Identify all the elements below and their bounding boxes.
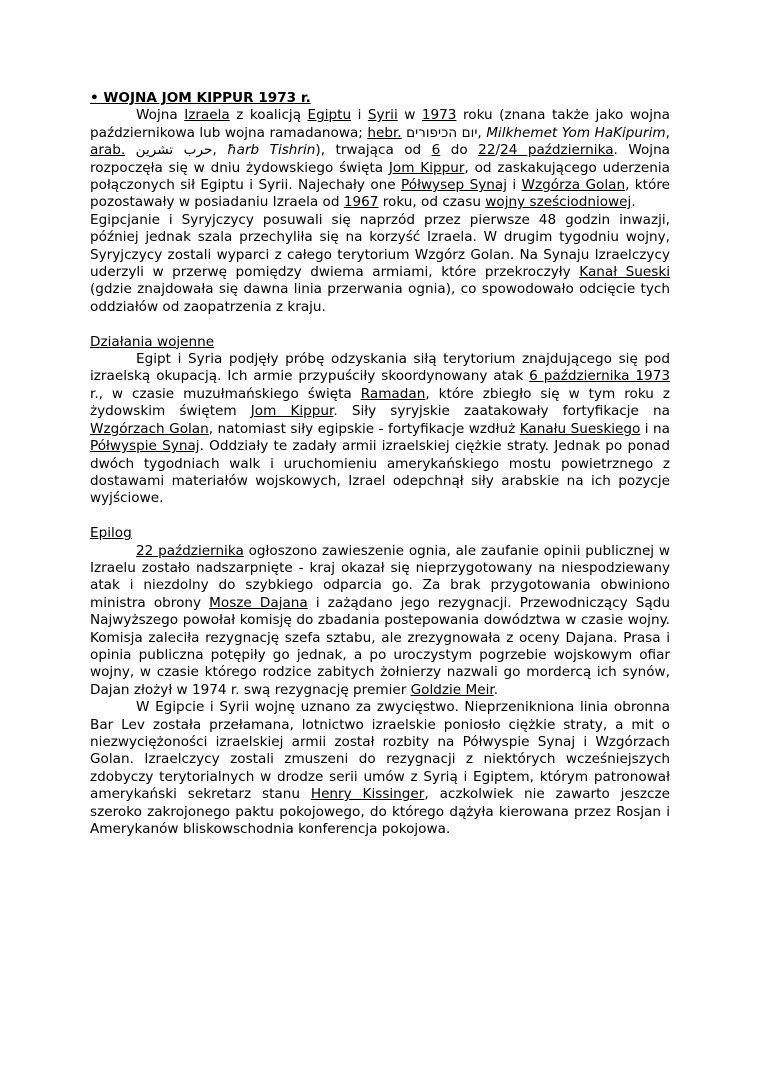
link-arab[interactable]: arab. — [90, 142, 126, 159]
text: i — [506, 177, 522, 194]
text: w — [397, 107, 422, 124]
link-polwysep-synaj[interactable]: Półwysep Synaj — [401, 177, 507, 194]
section-dzialania-paragraph — [90, 351, 670, 508]
text: ogłoszono zawieszenie ognia, ale zaufanie opinii publicznej w Izraelu zostało nadszarpnięte - kraj okazał się nieprzygotowany na niespodziewany atak i niezdolny do szybkiego odparcia go. Za brak przygotowania obwiniono ministra obrony — [90, 542, 670, 611]
section-heading-dzialania: Działania wojenne — [90, 333, 215, 350]
link-goldzie-meir[interactable]: Goldzie Meir — [410, 681, 494, 698]
link-ramadan[interactable]: Ramadan — [360, 385, 426, 402]
text: do — [440, 142, 479, 159]
link-wzgorzach-golan[interactable]: Wzgórzach Golan — [90, 420, 209, 437]
section-heading-epilog: Epilog — [90, 525, 132, 542]
text: r., w czasie muzułmańskiego święta — [90, 385, 361, 402]
text: roku, od czasu — [378, 194, 486, 211]
text: W Egipcie i Syrii wojnę uznano za zwycięstwo. Nieprzenikniona linia obronna Bar Lev została przełamana, lotnictwo izraelskie poniosło ciężkie straty, a mit o niezwyciężoności izraelskiej armii został rozbity na Półwyspie Synaj i Wzgórzach Golan. Izraelczycy zostali zmuszeni do rezygnacji z niektórych wcześniejszych zdobyczy terytorialnych w drodze serii umów z Syrią i Egiptem, którym patronował amerykański sekretarz stanu — [90, 699, 670, 803]
text: . — [493, 681, 499, 698]
text: , — [212, 142, 228, 159]
document-title: • WOJNA JOM KIPPUR 1973 r. — [90, 90, 311, 106]
transliteration-arabic: ħarb Tishrin — [227, 142, 316, 159]
text — [125, 142, 135, 158]
text: , — [665, 124, 670, 141]
text: (gdzie znajdowała się dawna linia przerwania ognia), co spowodowało odcięcie tych oddziałów od zaopatrzenia z kraju. — [90, 281, 670, 315]
link-22-pazdziernika[interactable]: 22 października — [136, 542, 244, 559]
text: . — [631, 194, 636, 211]
text: Egipcjanie i Syryjczycy posuwali się naprzód przez pierwsze 48 godzin inwazji, później jednak szala przechyliła się na korzyść Izraela. W drugim tygodniu wojny, Syryjczycy zostali wyparci z całego terytorium Wzgórz Golan. Na Synaju Izraelczycy uderzyli w przerwę pomiędzy dwiema armiami, które przekroczyły — [90, 211, 670, 281]
text: i na — [640, 420, 670, 437]
spacer — [90, 316, 670, 333]
text: Egipt i Syria podjęły próbę odzyskania siłą terytorium znajdującego się pod izraelską okupacją. Ich armie przypuściły skoordynowany atak — [90, 351, 670, 385]
link-6[interactable]: 6 — [431, 142, 441, 159]
text: Wojna — [136, 107, 185, 124]
link-24-pazdziernika[interactable]: 24 października — [500, 142, 614, 159]
text: , aczkolwiek nie zawarto jeszcze szeroko zakrojonego paktu pokojowego, do którego dążyła kierowana przez Rosjan i Amerykanów bliskowschodnia konferencja pokojowa. — [90, 786, 670, 838]
link-1967[interactable]: 1967 — [343, 194, 379, 211]
text: , — [477, 124, 487, 141]
text: i zażądano jego rezygnacji. Przewodniczący Sądu Najwyższego powołał komisję do zbadania postepowania dowództwa w czasie wojny. Komisja zaleciła rezygnację szefa sztabu, ale zrezygnowała z oceny Dajana. Prasa i opinia publiczna potępiły go jednak, a po uroczystym pogrzebie wojskowym ofiar wojny, w czasie którego rodzice zabitych żołnierzy nazwali go mordercą ich synów, Dajan złożył w 1974 r. swą rezygnację premier — [90, 594, 670, 698]
link-izraela[interactable]: Izraela — [184, 107, 230, 124]
arabic-name: حرب تشرين — [135, 142, 213, 159]
intro-paragraph-1 — [90, 107, 670, 211]
link-1973[interactable]: 1973 — [421, 107, 457, 124]
text: , które pozostawały w posiadaniu Izraela od — [90, 177, 670, 211]
text: . Wojna rozpoczęła się w dniu żydowskiego święta — [90, 142, 671, 176]
text: , które zbiegło się w tym roku z żydowskim świętem — [90, 385, 670, 420]
link-polwyspie-synaj[interactable]: Półwyspie Synaj — [90, 438, 200, 455]
text: . Siły syryjskie zaatakowały fortyfikacje na — [333, 403, 670, 420]
text: , natomiast siły egipskie - fortyfikacje wzdłuż — [208, 420, 520, 437]
link-6-pazdziernika-1973[interactable]: 6 października 1973 — [529, 368, 671, 385]
link-egiptu[interactable]: Egiptu — [307, 107, 352, 124]
link-syrii[interactable]: Syrii — [367, 107, 398, 124]
text: roku (znana także jako wojna październikowa lub wojna ramadanowa; — [90, 107, 670, 141]
document-page — [90, 90, 670, 838]
text: i — [351, 107, 368, 124]
link-kanalu-sueskiego[interactable]: Kanału Sueskiego — [519, 420, 641, 437]
text: z koalicją — [229, 107, 308, 124]
link-henry-kissinger[interactable]: Henry Kissinger — [310, 786, 425, 803]
link-jom-kippur[interactable]: Jom Kippur — [388, 159, 465, 176]
section-epilog-paragraph-2 — [90, 699, 670, 838]
link-wzgorza-golan[interactable]: Wzgórza Golan — [521, 177, 626, 194]
link-wojny-szesciodniowej[interactable]: wojny sześciodniowej — [485, 194, 632, 211]
intro-paragraph-2 — [90, 212, 670, 316]
section-epilog-paragraph-1 — [90, 543, 670, 700]
spacer — [90, 508, 670, 525]
text: . Oddziały te zadały armii izraelskiej ciężkie straty. Jednak po ponad dwóch tygodniach walk i uruchomieniu amerykańskiego mostu powietrznego z dostawami materiałów wojskowych, Izrael odepchnął siły arabskie na ich pozycje wyjściowe. — [90, 438, 670, 507]
hebrew-name: יום הכיפורים — [406, 124, 478, 141]
transliteration-hebrew: Milkhemet Yom HaKipurim — [486, 124, 666, 141]
link-kanal-sueski[interactable]: Kanał Sueski — [579, 264, 670, 281]
text: / — [495, 142, 501, 159]
link-22[interactable]: 22 — [478, 142, 496, 159]
text: , od zaskakującego uderzenia połączonych sił Egiptu i Syrii. Najechały one — [90, 159, 671, 194]
text: ), trwająca od — [315, 142, 432, 159]
link-mosze-dajana[interactable]: Mosze Dajana — [209, 594, 308, 611]
link-hebr[interactable]: hebr. — [367, 124, 402, 141]
link-jom-kippur-2[interactable]: Jom Kippur — [250, 403, 334, 420]
